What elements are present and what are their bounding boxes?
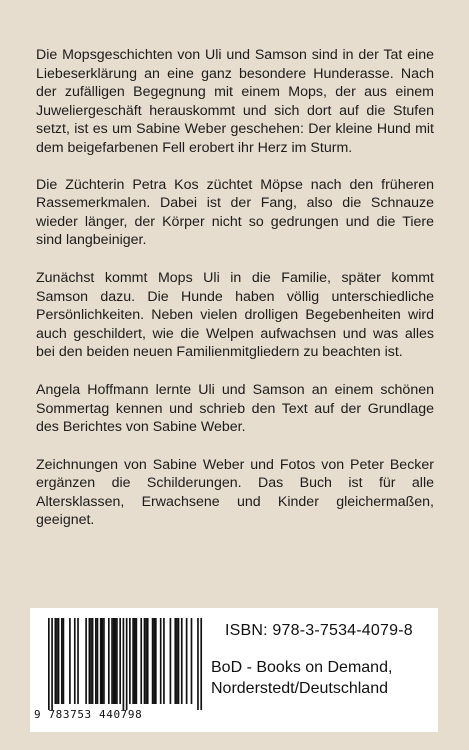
barcode-bar	[56, 618, 58, 704]
barcode-bar	[85, 618, 87, 704]
barcode-bar	[100, 618, 102, 704]
barcode-bar	[178, 618, 180, 704]
blurb-text	[36, 46, 434, 549]
blurb-paragraph-1: Die Mopsgeschichten von Uli und Samson sind in der Tat eine Liebeserklärung an eine ganz besondere Hunderasse. Nach der zufälligen Begegnung mit einem Mops, der aus einem Juweliergeschäft herauskommt und sich dort auf die Stufen setzt, ist es um Sabine Weber geschehen: Der kleine Hund mit dem beigefarbenen Fell erobert ihr Herz im Sturm.	[36, 47, 434, 156]
barcode-bar	[197, 618, 199, 710]
barcode-bar	[54, 618, 56, 704]
barcode-bar	[116, 618, 118, 704]
barcode-bar	[200, 618, 202, 710]
barcode-bar	[58, 618, 60, 704]
barcode-bar	[123, 618, 125, 710]
barcode-bar	[63, 618, 65, 704]
barcode-bar	[132, 618, 134, 704]
barcode-bar	[163, 618, 165, 704]
barcode-bar	[111, 618, 113, 704]
barcode-bar	[103, 618, 105, 704]
barcode-bar	[136, 618, 138, 704]
barcode-bar	[114, 618, 116, 704]
barcode-bar	[51, 618, 53, 710]
barcode-bar	[152, 618, 154, 704]
barcode-bar	[90, 618, 92, 704]
barcode-bar	[74, 618, 76, 704]
barcode-bar	[134, 618, 136, 704]
barcode-bar	[95, 618, 97, 704]
barcode-bar	[181, 618, 183, 704]
barcode-image	[36, 618, 204, 710]
blurb-paragraph-4: Angela Hoffmann lernte Uli und Samson an einem schönen Sommertag kennen und schrieb den Text auf der Grundlage des Berichtes von Sabine Weber.	[36, 381, 434, 436]
publisher-line-1: BoD - Books on Demand,	[211, 659, 393, 676]
barcode-bar	[126, 618, 128, 710]
barcode-bar	[101, 618, 103, 704]
isbn-number: ISBN: 978-3-7534-4079-8	[225, 622, 413, 639]
barcode-bar	[61, 618, 63, 704]
barcode-bar	[176, 618, 178, 704]
barcode-bar	[92, 618, 94, 704]
barcode-bar	[144, 618, 146, 704]
barcode-bar	[48, 618, 50, 710]
barcode-bar	[69, 618, 71, 704]
barcode-bar	[97, 618, 99, 704]
barcode-bar	[155, 618, 157, 704]
barcode-bar	[113, 618, 115, 704]
barcode-bar	[186, 618, 188, 704]
barcode-bar	[174, 618, 176, 704]
barcode-bar	[129, 618, 131, 704]
barcode-bar	[160, 618, 162, 704]
barcode-bar	[153, 618, 155, 704]
barcode-bar	[89, 618, 91, 704]
barcode-bar	[140, 618, 142, 704]
publisher-line-2: Norderstedt/Deutschland	[211, 680, 388, 697]
publisher-info	[211, 657, 421, 699]
blurb-paragraph-5: Zeichnungen von Sabine Weber und Fotos von Peter Becker ergänzen die Schilderungen. Das Buch ist für alle Altersklassen, Erwachsene und Kinder gleichermaßen, geeignet.	[36, 456, 434, 529]
barcode-bar	[170, 618, 172, 704]
barcode-bar	[191, 618, 193, 704]
barcode-bar	[77, 618, 79, 704]
blurb-paragraph-2: Die Züchterin Petra Kos züchtet Möpse nach den früheren Rassemerkmalen. Dabei ist der Fang, also die Schnauze wieder länger, der Körper nicht so gedrungen und die Tiere sind langbeiniger.	[36, 176, 434, 249]
barcode-bar	[145, 618, 147, 704]
blurb-paragraph-3: Zunächst kommt Mops Uli in die Familie, später kommt Samson dazu. Die Hunde haben völlig unterschiedliche Persönlichkeiten. Neben vielen drolligen Begebenheiten wird auch geschildert, wie die Welpen aufwachsen und was alles bei den beiden neuen Familienmitgliedern zu beachten ist.	[36, 269, 434, 361]
barcode-bar	[147, 618, 149, 704]
barcode-bar	[119, 618, 121, 704]
barcode-digits: 9 783753 440798	[34, 708, 143, 721]
barcode-bar	[108, 618, 110, 704]
